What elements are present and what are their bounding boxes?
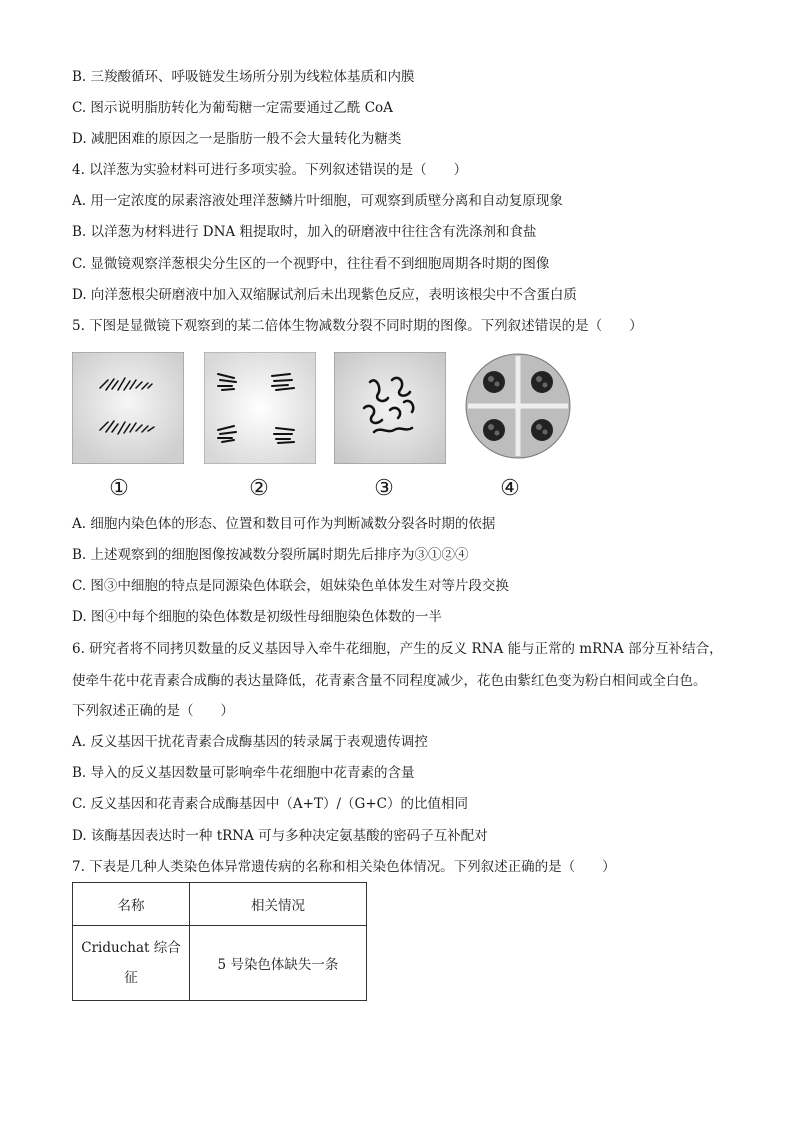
question-5-option-d: D. 图④中每个细胞的染色体数是初级性母细胞染色体数的一半	[72, 609, 442, 625]
figure-2-image	[204, 352, 316, 464]
question-5-option-a: A. 细胞内染色体的形态、位置和数目可作为判断减数分裂各时期的依据	[72, 516, 496, 532]
disease-table	[72, 882, 367, 1001]
figure-4-image	[464, 352, 572, 460]
figure-4-label: ④	[500, 476, 520, 501]
figure-1-label: ①	[109, 476, 129, 501]
option-d-line: D. 减肥困难的原因之一是脂肪一般不会大量转化为糖类	[72, 131, 402, 147]
figure-2-label: ②	[249, 476, 269, 501]
option-b-line: B. 三羧酸循环、呼吸链发生场所分别为线粒体基质和内膜	[72, 69, 415, 85]
table-header-name: 名称	[73, 883, 190, 926]
question-6-stem-line-2: 使牵牛花中花青素合成酶的表达量降低，花青素含量不同程度减少，花色由紫红色变为粉白相间或全白色。	[72, 673, 707, 689]
question-4-option-d: D. 向洋葱根尖研磨液中加入双缩脲试剂后未出现紫色反应，表明该根尖中不含蛋白质	[72, 287, 577, 303]
figure-3-image	[334, 352, 446, 464]
table-header-row	[73, 883, 367, 926]
table-row	[73, 926, 367, 1001]
question-4-option-c: C. 显微镜观察洋葱根尖分生区的一个视野中，往往看不到细胞周期各时期的图像	[72, 256, 550, 272]
question-4-option-b: B. 以洋葱为材料进行 DNA 粗提取时，加入的研磨液中往往含有洗涤剂和食盐	[72, 224, 537, 240]
question-6-stem-line-3: 下列叙述正确的是（ ）	[72, 703, 234, 719]
question-6-option-c: C. 反义基因和花青素合成酶基因中（A+T）/（G+C）的比值相同	[72, 796, 468, 812]
question-6-option-d: D. 该酶基因表达时一种 tRNA 可与多种决定氨基酸的密码子互补配对	[72, 828, 488, 844]
question-5-stem: 5. 下图是显微镜下观察到的某二倍体生物减数分裂不同时期的图像。下列叙述错误的是（ ）	[72, 318, 643, 334]
meiosis-figures	[72, 352, 532, 502]
table-header-info: 相关情况	[190, 883, 367, 926]
question-4-stem: 4. 以洋葱为实验材料可进行多项实验。下列叙述错误的是（ ）	[72, 162, 468, 178]
figure-1-image	[72, 352, 184, 464]
table-cell-name-line1: Criduchat 综合	[81, 940, 181, 956]
question-5-option-b: B. 上述观察到的细胞图像按减数分裂所属时期先后排序为③①②④	[72, 547, 469, 563]
question-4-option-a: A. 用一定浓度的尿素溶液处理洋葱鳞片叶细胞，可观察到质壁分离和自动复原现象	[72, 193, 563, 209]
question-6-stem-line-1: 6. 研究者将不同拷贝数量的反义基因导入牵牛花细胞，产生的反义 RNA 能与正常的 mRNA 部分互补结合，	[72, 641, 723, 657]
table-cell-name-line2: 征	[124, 970, 138, 986]
question-5-option-c: C. 图③中细胞的特点是同源染色体联会，姐妹染色单体发生对等片段交换	[72, 578, 509, 594]
table-cell-info: 5 号染色体缺失一条	[190, 926, 367, 1001]
table-cell-name	[73, 926, 190, 1001]
question-7-stem: 7. 下表是几种人类染色体异常遗传病的名称和相关染色体情况。下列叙述正确的是（ ）	[72, 859, 616, 875]
figure-3-label: ③	[374, 476, 394, 501]
option-c-line: C. 图示说明脂肪转化为葡萄糖一定需要通过乙酰 CoA	[72, 100, 393, 116]
question-6-option-a: A. 反义基因干扰花青素合成酶基因的转录属于表观遗传调控	[72, 734, 428, 750]
question-6-option-b: B. 导入的反义基因数量可影响牵牛花细胞中花青素的含量	[72, 765, 415, 781]
